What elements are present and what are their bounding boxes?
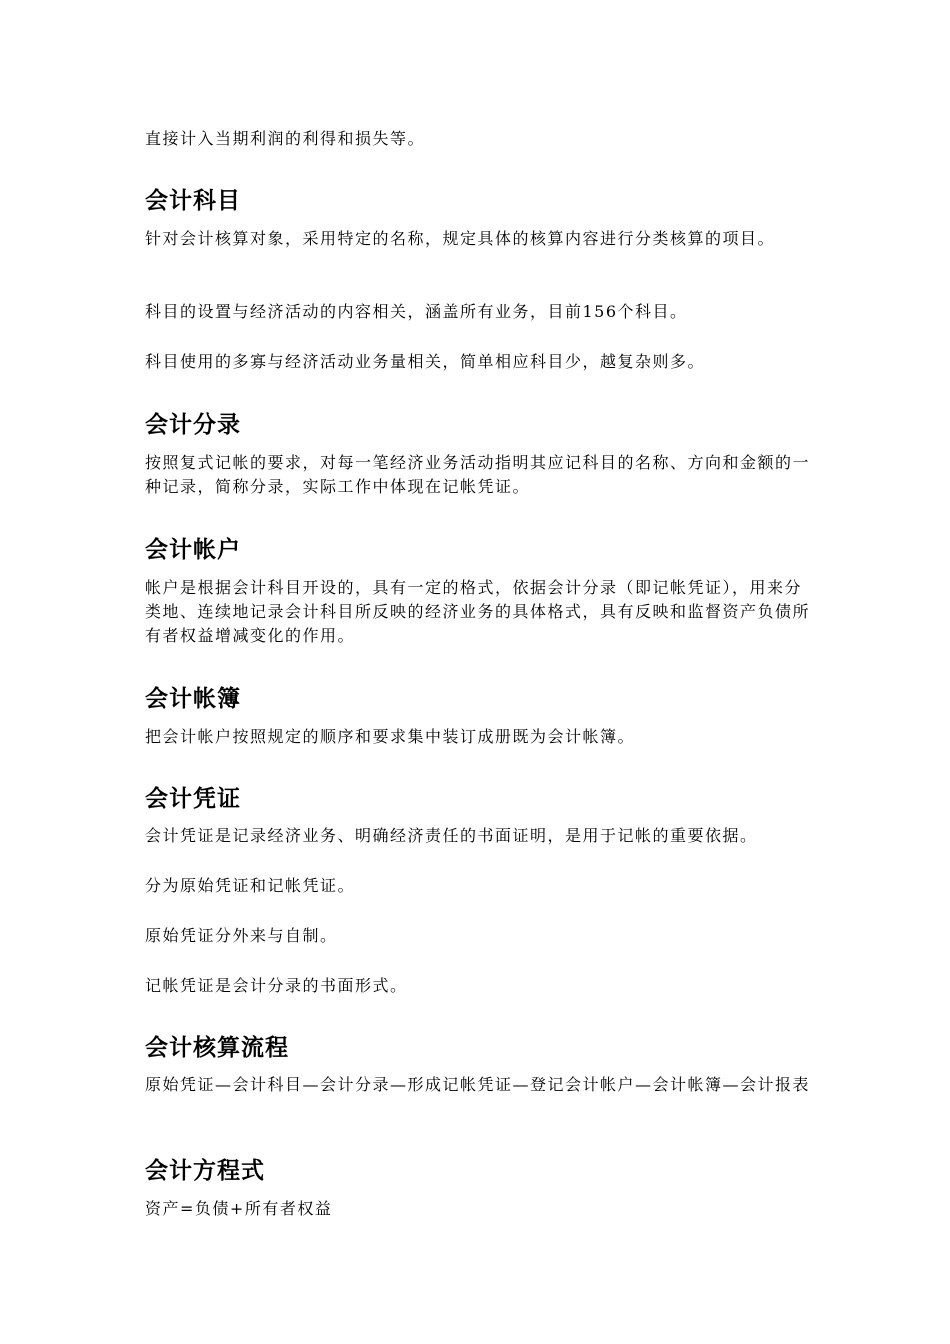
paragraph-block — [145, 350, 815, 374]
section-heading: 会计核算流程 — [145, 1035, 289, 1061]
section-heading: 会计科目 — [145, 188, 241, 214]
section-accounting-subjects — [145, 186, 815, 216]
paragraph-block — [145, 451, 815, 499]
paragraph-block — [145, 924, 815, 948]
section-journal-entries — [145, 410, 815, 440]
section-heading: 会计凭证 — [145, 786, 241, 812]
paragraph-block — [145, 824, 815, 848]
section-paragraph: 原始凭证分外来与自制。 — [145, 926, 338, 945]
section-paragraph: 会计凭证是记录经济业务、明确经济责任的书面证明，是用于记帐的重要依据。 — [145, 826, 758, 845]
paragraph-block — [145, 227, 815, 251]
section-heading: 会计帐簿 — [145, 686, 241, 712]
section-paragraph: 针对会计核算对象，采用特定的名称，规定具体的核算内容进行分类核算的项目。 — [145, 229, 776, 248]
section-paragraph: 帐户是根据会计科目开设的，具有一定的格式，依据会计分录（即记帐凭证），用来分类地、连续地记录会计科目所反映的经济业务的具体格式，具有反映和监督资产负债所有者权益增减变化的作用。 — [145, 578, 811, 645]
paragraph-block — [145, 974, 815, 998]
section-paragraph: 把会计帐户按照规定的顺序和要求集中装订成册既为会计帐簿。 — [145, 727, 636, 746]
paragraph-block — [145, 1197, 815, 1221]
paragraph-block — [145, 874, 815, 898]
section-accounting-equation — [145, 1156, 815, 1186]
section-accounts — [145, 535, 815, 565]
section-heading: 会计分录 — [145, 412, 241, 438]
intro-paragraph: 直接计入当期利润的利得和损失等。 — [145, 129, 426, 148]
section-accounting-process — [145, 1033, 815, 1063]
section-vouchers — [145, 784, 815, 814]
paragraph-block — [145, 300, 815, 324]
section-paragraph: 科目的设置与经济活动的内容相关，涵盖所有业务，目前156个科目。 — [145, 302, 688, 321]
section-ledgers — [145, 684, 815, 714]
paragraph-block — [145, 725, 815, 749]
section-paragraph: 资产=负债+所有者权益 — [145, 1199, 333, 1218]
section-heading: 会计方程式 — [145, 1158, 265, 1184]
intro-block — [145, 127, 815, 151]
section-paragraph: 分为原始凭证和记帐凭证。 — [145, 876, 356, 895]
section-heading: 会计帐户 — [145, 537, 241, 563]
paragraph-block — [145, 576, 815, 648]
section-paragraph: 原始凭证—会计科目—会计分录—形成记帐凭证—登记会计帐户—会计帐簿—会计报表 — [145, 1075, 811, 1094]
section-paragraph: 科目使用的多寡与经济活动业务量相关，简单相应科目少，越复杂则多。 — [145, 352, 706, 371]
paragraph-block — [145, 1073, 815, 1097]
section-paragraph: 记帐凭证是会计分录的书面形式。 — [145, 976, 408, 995]
section-paragraph: 按照复式记帐的要求，对每一笔经济业务活动指明其应记科目的名称、方向和金额的一种记录，简称分录，实际工作中体现在记帐凭证。 — [145, 453, 811, 496]
